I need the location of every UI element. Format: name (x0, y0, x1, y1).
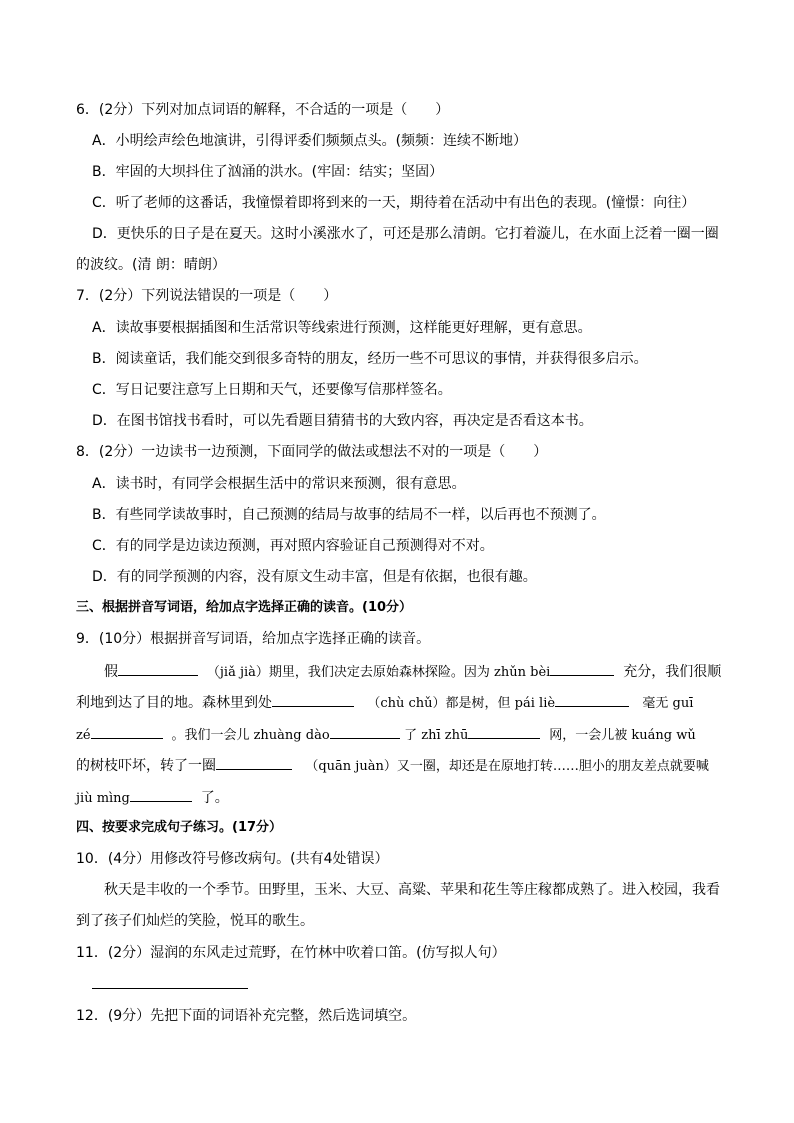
q7-option-d: D．在图书馆找书看时，可以先看题目猜猜书的大致内容，再决定是否看这本书。 (92, 413, 593, 429)
q9-text: jiù mìng (76, 791, 130, 806)
q6-option-d: D．更快乐的日子是在夏天。这时小溪涨水了，可还是那么清朗。它打着漩儿，在水面上泛着一圈一圈 (92, 226, 719, 242)
q9-text: 假 (104, 664, 118, 680)
q7-option-b: B．阅读童话，我们能交到很多奇特的朋友，经历一些不可思议的事情，并获得很多启示。 (92, 351, 648, 367)
answer-blank[interactable] (130, 787, 192, 802)
answer-blank[interactable] (555, 692, 629, 707)
q7-stem: 7．(2分）下列说法错误的一项是（ ） (76, 288, 338, 304)
q9-text: zé (76, 728, 91, 743)
answer-blank[interactable] (468, 724, 540, 739)
q11-stem: 11．(2分）湿润的东风走过荒野，在竹林中吹着口笛。(仿写拟人句） (76, 945, 506, 961)
q7-option-c: C．写日记要注意写上日期和天气，还要像写信那样签名。 (92, 382, 452, 398)
q9-text: 了 zhī zhū (404, 728, 469, 743)
q9-text: （quān juàn）又一圈，却还是在原地打转……胆小的朋友差点就要喊 (305, 759, 709, 774)
q8-option-a: A．读书时，有同学会根据生活中的常识来预测，很有意思。 (92, 476, 466, 492)
q9-line-1 (104, 661, 721, 683)
q9-text: 。我们一会儿 zhuàng dào (171, 728, 330, 743)
answer-blank[interactable] (118, 661, 198, 676)
q8-option-d: D．有的同学预测的内容，没有原文生动丰富，但是有依据，也很有趣。 (92, 569, 537, 585)
q9-text: （jiǎ jià）期里，我们决定去原始森林探险。因为 zhǔn bèi (206, 665, 551, 680)
q9-line-5 (76, 787, 229, 809)
q9-text: （chù chǔ）都是树，但 pái liè (367, 696, 556, 711)
answer-blank[interactable] (550, 661, 614, 676)
q9-text: 利地到达了目的地。森林里到处 (76, 695, 272, 711)
answer-blank[interactable] (330, 724, 400, 739)
q6-option-d-cont: 的波纹。(清 朗：晴朗） (76, 257, 226, 273)
q6-option-a: A．小明绘声绘色地演讲，引得评委们频频点头。(频频：连续不断地） (92, 133, 528, 149)
answer-blank[interactable] (216, 755, 292, 770)
q11-answer-line[interactable] (92, 988, 248, 989)
section-3-heading: 三、根据拼音写词语，给加点字选择正确的读音。(10分） (76, 600, 413, 615)
q12-stem: 12．(9分）先把下面的词语补充完整，然后选词填空。 (76, 1008, 417, 1024)
q6-stem: 6．(2分）下列对加点词语的解释，不合适的一项是（ ） (76, 102, 450, 118)
q8-option-b: B．有些同学读故事时，自己预测的结局与故事的结局不一样，以后再也不预测了。 (92, 507, 606, 523)
q9-text: 网，一会儿被 kuáng wǔ (549, 728, 696, 743)
q10-paragraph-line-2: 到了孩子们灿烂的笑脸，悦耳的歌生。 (76, 913, 314, 929)
q6-option-b: B．牢固的大坝抖住了汹涌的洪水。(牢固：结实；坚固） (92, 164, 444, 180)
q8-stem: 8．(2分）一边读书一边预测，下面同学的做法或想法不对的一项是（ ） (76, 444, 548, 460)
q9-text: 的树枝吓坏，转了一圈 (76, 758, 216, 774)
answer-blank[interactable] (91, 724, 163, 739)
section-4-heading: 四、按要求完成句子练习。(17分） (76, 820, 283, 835)
q9-stem: 9．(10分）根据拼音写词语，给加点字选择正确的读音。 (76, 631, 431, 647)
q9-line-4 (76, 755, 709, 777)
q9-line-2 (76, 692, 693, 714)
q9-line-3 (76, 724, 696, 746)
q9-text: 了。 (200, 790, 229, 806)
q10-paragraph-line-1: 秋天是丰收的一个季节。田野里，玉米、大豆、高粱、苹果和花生等庄稼都成熟了。进入校园，我看 (104, 882, 720, 898)
q6-option-c: C．听了老师的这番话，我憧憬着即将到来的一天，期待着在活动中有出色的表现。(憧憬：向往） (92, 195, 696, 211)
answer-blank[interactable] (272, 692, 354, 707)
q8-option-c: C．有的同学是边读边预测，再对照内容验证自己预测得对不对。 (92, 538, 494, 554)
q7-option-a: A．读故事要根据插图和生活常识等线索进行预测，这样能更好理解，更有意思。 (92, 320, 592, 336)
q10-stem: 10．(4分）用修改符号修改病句。(共有4处错误） (76, 851, 389, 867)
q9-text: 毫无 guī (642, 696, 694, 711)
q9-text: 充分，我们很顺 (623, 664, 722, 680)
